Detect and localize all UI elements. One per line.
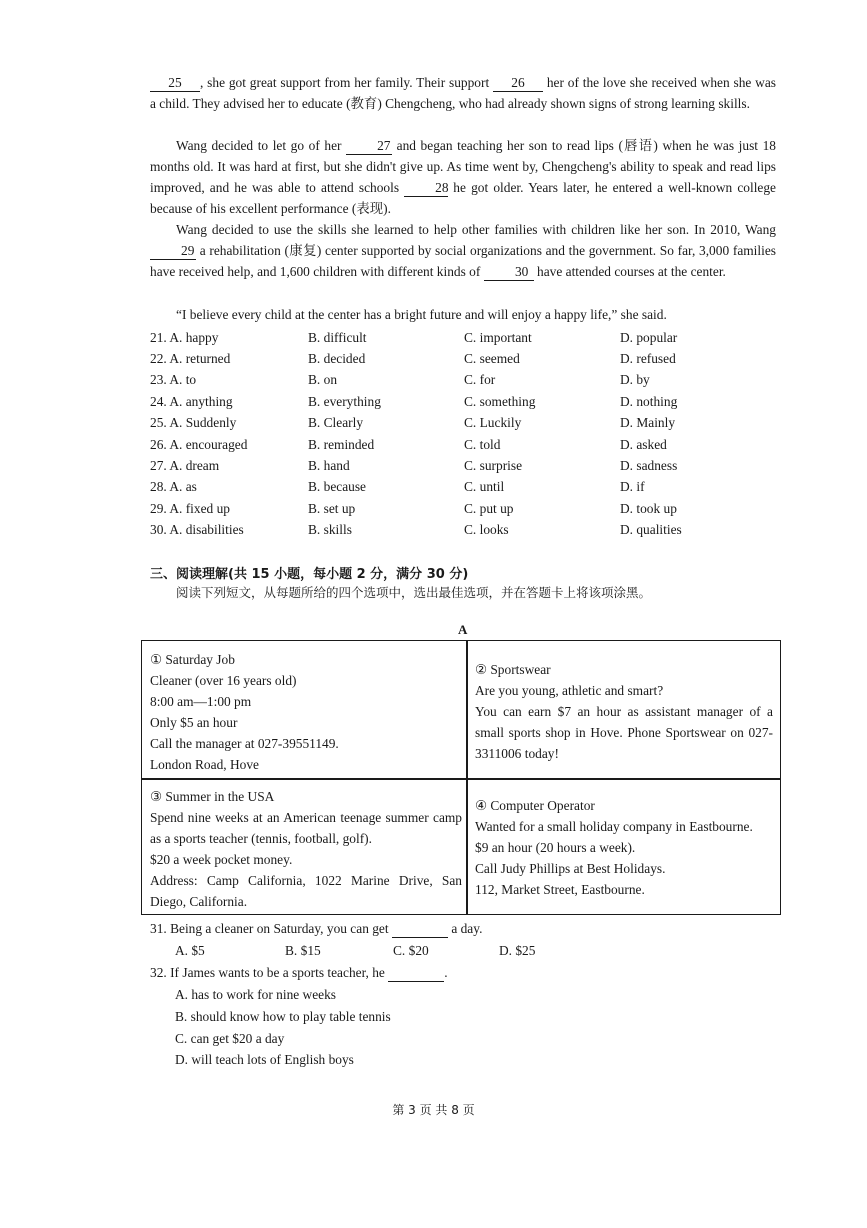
option: B. Clearly — [308, 415, 364, 431]
blank-30: 30 — [484, 264, 534, 281]
option: C. put up — [464, 500, 514, 516]
option: D. if — [620, 479, 645, 495]
ad-line: Call the manager at 027-39551149. — [150, 736, 339, 751]
option: B. everything — [308, 393, 381, 409]
option: D. $25 — [499, 943, 536, 958]
question-32-option-d: D. will teach lots of English boys — [175, 1052, 354, 1067]
ad-line: 8:00 am—1:00 pm — [150, 694, 252, 709]
option: B. because — [308, 479, 367, 495]
ad-computer-operator — [475, 795, 773, 900]
cloze-text: he got older. Years later, he entered a well-known college because of his excellent performance (表现). — [150, 180, 776, 216]
cloze-paragraph-4: “I believe every child at the center has a bright future and will enjoy a happy life,” she said. — [176, 307, 667, 322]
option: B. difficult — [308, 329, 367, 345]
cloze-text: Wang decided to use the skills she learned to help other families with children like her son. In 2010, Wang — [176, 222, 776, 237]
blank-25: 25 — [150, 75, 200, 92]
option: D. qualities — [620, 522, 682, 538]
passage-label: A — [458, 622, 468, 637]
question-31 — [150, 921, 482, 938]
option: C. looks — [464, 522, 509, 538]
option: 21. A. happy — [150, 329, 219, 345]
option: B. set up — [308, 500, 356, 516]
cloze-text: , she got great support from her family. Their support — [200, 75, 493, 90]
option: D. asked — [620, 436, 667, 452]
option: 25. A. Suddenly — [150, 415, 237, 431]
option-row-21 — [150, 327, 790, 348]
option: 23. A. to — [150, 372, 197, 388]
section-instruction: 阅读下列短文，从每题所给的四个选项中，选出最佳选项，并在答题卡上将该项涂黑。 — [176, 585, 652, 600]
option: D. by — [620, 372, 650, 388]
option-row-24 — [150, 391, 790, 412]
option-row-29 — [150, 498, 790, 519]
ad-title: ③ Summer in the USA — [150, 789, 275, 804]
option: D. took up — [620, 500, 677, 516]
option: C. something — [464, 393, 536, 409]
option: A. $5 — [175, 943, 205, 958]
ad-line: Only $5 an hour — [150, 715, 238, 730]
cloze-paragraph-2 — [150, 135, 776, 219]
ad-sportswear — [475, 659, 773, 764]
option: D. refused — [620, 351, 676, 367]
option: B. decided — [308, 351, 366, 367]
section-title: 三、阅读理解(共 15 小题，每小题 2 分，满分 30 分) — [150, 567, 469, 582]
cloze-options — [150, 327, 790, 541]
option-row-22 — [150, 348, 790, 369]
option: 30. A. disabilities — [150, 522, 244, 538]
option: 24. A. anything — [150, 393, 233, 409]
option: C. surprise — [464, 458, 523, 474]
ad-line: Wanted for a small holiday company in Eastbourne. — [475, 819, 753, 834]
ad-saturday-job — [150, 649, 462, 775]
answer-blank — [392, 921, 448, 938]
cloze-paragraph-3 — [150, 219, 776, 282]
question-stem-end: a day. — [451, 921, 483, 936]
option: C. $20 — [393, 943, 429, 958]
ad-line: Spend nine weeks at an American teenage summer camp as a sports teacher (tennis, football, golf). — [150, 810, 462, 846]
option: B. reminded — [308, 436, 375, 452]
ad-line: $9 an hour (20 hours a week). — [475, 840, 636, 855]
cloze-text: a rehabilitation (康复) center supported by social organizations and the government. So far, 3,000 families have received help, and 1,600 children with different kinds of — [150, 243, 776, 279]
option: C. for — [464, 372, 496, 388]
option: B. $15 — [285, 943, 321, 958]
ad-title: ① Saturday Job — [150, 652, 235, 667]
blank-27: 27 — [346, 138, 392, 155]
option: B. hand — [308, 458, 350, 474]
option-row-27 — [150, 455, 790, 476]
option: D. popular — [620, 329, 678, 345]
ad-title: ② Sportswear — [475, 662, 551, 677]
option: C. important — [464, 329, 532, 345]
ad-line: Are you young, athletic and smart? — [475, 683, 664, 698]
table-divider — [142, 778, 780, 780]
option: D. sadness — [620, 458, 678, 474]
option: B. skills — [308, 522, 352, 538]
option: 28. A. as — [150, 479, 197, 495]
blank-26: 26 — [493, 75, 543, 92]
option-row-30 — [150, 520, 790, 541]
cloze-paragraph-1 — [150, 72, 776, 114]
option: C. Luckily — [464, 415, 522, 431]
ad-line: London Road, Hove — [150, 757, 259, 772]
option-row-25 — [150, 413, 790, 434]
question-stem: 32. If James wants to be a sports teacher, he — [150, 965, 385, 980]
question-32-option-c: C. can get $20 a day — [175, 1031, 285, 1046]
option: C. until — [464, 479, 505, 495]
blank-29: 29 — [150, 243, 196, 260]
question-stem: 31. Being a cleaner on Saturday, you can get — [150, 921, 389, 936]
question-stem-end: . — [444, 965, 448, 980]
ad-line: Address: Camp California, 1022 Marine Drive, San Diego, California. — [150, 873, 462, 909]
option: D. Mainly — [620, 415, 676, 431]
option-row-23 — [150, 370, 790, 391]
option: C. seemed — [464, 351, 520, 367]
option-row-26 — [150, 434, 790, 455]
question-32-option-a: A. has to work for nine weeks — [175, 987, 337, 1002]
page-number: 第 3 页 共 8 页 — [392, 1103, 475, 1117]
option: C. told — [464, 436, 501, 452]
ad-title: ④ Computer Operator — [475, 798, 595, 813]
ad-line: You can earn $7 an hour as assistant manager of a small sports shop in Hove. Phone Sportswear on 027-3311006 today! — [475, 704, 773, 761]
cloze-text: her of the love she received when she was a child. They advised her to educate (教育) Chengcheng, who had already shown signs of strong learning skills. — [150, 75, 776, 111]
answer-blank — [388, 965, 444, 982]
option: 22. A. returned — [150, 351, 231, 367]
ad-line: $20 a week pocket money. — [150, 852, 293, 867]
option: D. nothing — [620, 393, 678, 409]
blank-28: 28 — [404, 180, 448, 197]
cloze-text: Wang decided to let go of her — [176, 138, 347, 153]
option: 29. A. fixed up — [150, 500, 230, 516]
option-row-28 — [150, 477, 790, 498]
ad-line: Cleaner (over 16 years old) — [150, 673, 297, 688]
ad-line: Call Judy Phillips at Best Holidays. — [475, 861, 666, 876]
option: 27. A. dream — [150, 458, 220, 474]
cloze-text: have attended courses at the center. — [533, 264, 726, 279]
ad-summer-usa — [150, 786, 462, 912]
question-32 — [150, 965, 448, 982]
question-31-options — [175, 943, 559, 959]
ads-table — [141, 640, 781, 915]
option: B. on — [308, 372, 338, 388]
ad-line: 112, Market Street, Eastbourne. — [475, 882, 645, 897]
cloze-text: and began teaching her son to read lips (唇语) when he was just 18 months old. It was hard at first, but she didn't give up. As time went by, Chengcheng's ability to speak and read lips improved, and he was able to attend schools — [150, 138, 776, 195]
option: 26. A. encouraged — [150, 436, 248, 452]
question-32-option-b: B. should know how to play table tennis — [175, 1009, 391, 1024]
